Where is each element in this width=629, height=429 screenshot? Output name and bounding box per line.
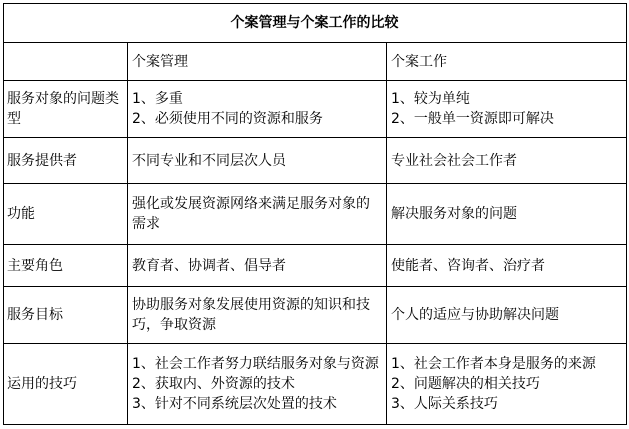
- list-item: 不同专业和不同层次人员: [132, 152, 286, 169]
- list-item: 教育者、协调者、倡导者: [132, 257, 286, 274]
- table-row: [4, 287, 627, 344]
- table-row: [4, 344, 627, 425]
- comparison-table: [3, 3, 627, 425]
- table-row: [4, 81, 627, 138]
- cell-case-management: [128, 81, 387, 138]
- cell-case-management: [128, 287, 387, 344]
- column-header-case-management: 个案管理: [128, 43, 387, 81]
- list-item: 使能者、咨询者、治疗者: [391, 257, 545, 274]
- cell-casework: [387, 184, 627, 245]
- table-row: [4, 138, 627, 184]
- cell-casework: [387, 81, 627, 138]
- row-label: 服务提供者: [4, 138, 128, 184]
- list-item: 协助服务对象发展使用资源的知识和技巧，争取资源: [132, 297, 370, 333]
- cell-case-management: [128, 138, 387, 184]
- header-row: [4, 43, 627, 81]
- cell-casework: [387, 344, 627, 425]
- list-item: 3、针对不同系统层次处置的技术: [132, 396, 337, 412]
- row-label: 服务对象的问题类型: [4, 81, 128, 138]
- row-label: 主要角色: [4, 245, 128, 287]
- cell-case-management: [128, 245, 387, 287]
- cell-case-management: [128, 184, 387, 245]
- list-item: 1、多重: [132, 91, 183, 107]
- title-row: [4, 4, 627, 43]
- list-item: 专业社会社会工作者: [391, 152, 517, 169]
- list-item: 1、社会工作者本身是服务的来源: [391, 356, 596, 372]
- list-item: 强化或发展资源网络来满足服务对象的需求: [132, 196, 370, 232]
- list-item: 解决服务对象的问题: [391, 206, 517, 222]
- list-item: 2、获取内、外资源的技术: [132, 376, 295, 392]
- table-title: 个案管理与个案工作的比较: [4, 4, 627, 43]
- list-item: 3、人际关系技巧: [391, 396, 498, 412]
- list-item: 2、问题解决的相关技巧: [391, 376, 540, 392]
- list-item: 1、社会工作者努力联结服务对象与资源: [132, 356, 379, 372]
- cell-case-management: [128, 344, 387, 425]
- list-item: 2、一般单一资源即可解决: [391, 111, 554, 127]
- row-label: 运用的技巧: [4, 344, 128, 425]
- row-label: 功能: [4, 184, 128, 245]
- list-item: 1、较为单纯: [391, 91, 470, 107]
- cell-casework: [387, 245, 627, 287]
- cell-casework: [387, 138, 627, 184]
- list-item: 2、必须使用不同的资源和服务: [132, 111, 323, 127]
- header-empty-cell: [4, 43, 128, 81]
- column-header-casework: 个案工作: [387, 43, 627, 81]
- row-label: 服务目标: [4, 287, 128, 344]
- table-row: [4, 245, 627, 287]
- table-row: [4, 184, 627, 245]
- cell-casework: [387, 287, 627, 344]
- list-item: 个人的适应与协助解决问题: [391, 307, 559, 323]
